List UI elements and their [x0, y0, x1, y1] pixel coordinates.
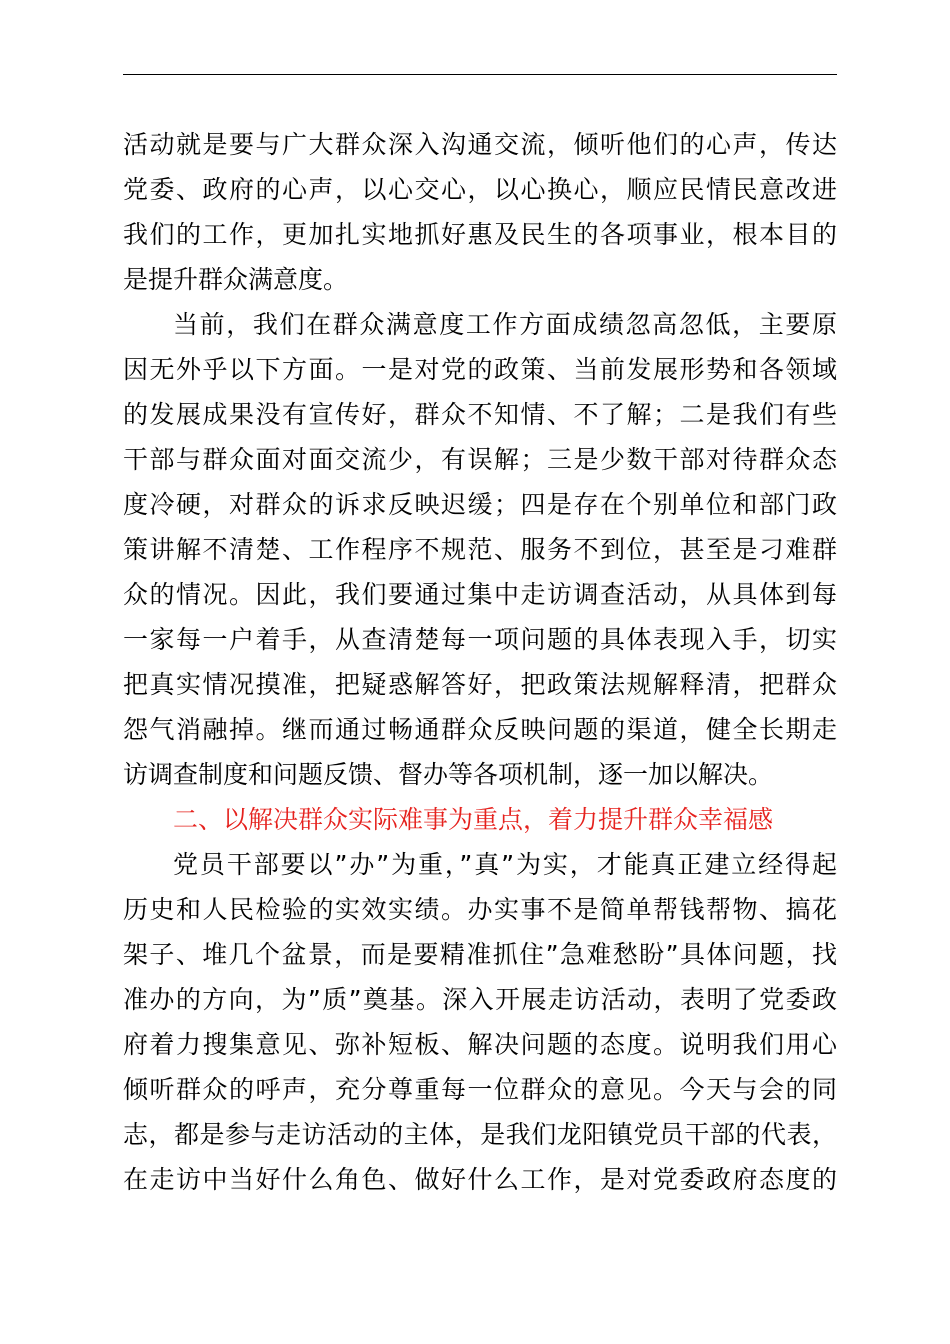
text-line: 众的情况。因此，我们要通过集中走访调查活动，从具体到每: [123, 580, 837, 609]
section-heading: 二、以解决群众实际难事为重点，着力提升群众幸福感: [173, 805, 774, 834]
document-body: [123, 122, 837, 1202]
text-line: 因无外乎以下方面。一是对党的政策、当前发展形势和各领域: [123, 355, 837, 384]
text-line: 干部与群众面对面交流少，有误解；三是少数干部对待群众态: [123, 445, 837, 474]
text-line: 历史和人民检验的实效实绩。办实事不是简单帮钱帮物、搞花: [123, 895, 837, 924]
text-line: 度冷硬，对群众的诉求反映迟缓；四是存在个别单位和部门政: [123, 490, 837, 519]
paragraph-first-line: 党员干部要以”办”为重，”真”为实，才能真正建立经得起: [173, 850, 837, 879]
text-line: 一家每一户着手，从查清楚每一项问题的具体表现入手，切实: [123, 625, 837, 654]
text-line: 的发展成果没有宣传好，群众不知情、不了解；二是我们有些: [123, 400, 837, 429]
text-line: 把真实情况摸准，把疑惑解答好，把政策法规解释清，把群众: [123, 670, 837, 699]
text-line: 活动就是要与广大群众深入沟通交流，倾听他们的心声，传达: [123, 130, 837, 159]
text-line: 访调查制度和问题反馈、督办等各项机制，逐一加以解决。: [123, 760, 774, 789]
text-line: 怨气消融掉。继而通过畅通群众反映问题的渠道，健全长期走: [123, 715, 837, 744]
text-line: 志，都是参与走访活动的主体，是我们龙阳镇党员干部的代表，: [123, 1120, 837, 1149]
text-line: 架子、堆几个盆景，而是要精准抓住”急难愁盼”具体问题，找: [123, 940, 837, 969]
text-line: 策讲解不清楚、工作程序不规范、服务不到位，甚至是刁难群: [123, 535, 837, 564]
text-line: 是提升群众满意度。: [123, 265, 349, 294]
text-line: 我们的工作，更加扎实地抓好惠及民生的各项事业，根本目的: [123, 220, 837, 249]
text-line: 在走访中当好什么角色、做好什么工作，是对党委政府态度的: [123, 1165, 837, 1194]
text-line: 党委、政府的心声，以心交心，以心换心，顺应民情民意改进: [123, 175, 837, 204]
paragraph-first-line: 当前，我们在群众满意度工作方面成绩忽高忽低，主要原: [173, 310, 837, 339]
header-rule: [123, 74, 837, 75]
text-line: 府着力搜集意见、弥补短板、解决问题的态度。说明我们用心: [123, 1030, 837, 1059]
text-line: 准办的方向，为”质”奠基。深入开展走访活动，表明了党委政: [123, 985, 837, 1014]
text-line: 倾听群众的呼声，充分尊重每一位群众的意见。今天与会的同: [123, 1075, 837, 1104]
